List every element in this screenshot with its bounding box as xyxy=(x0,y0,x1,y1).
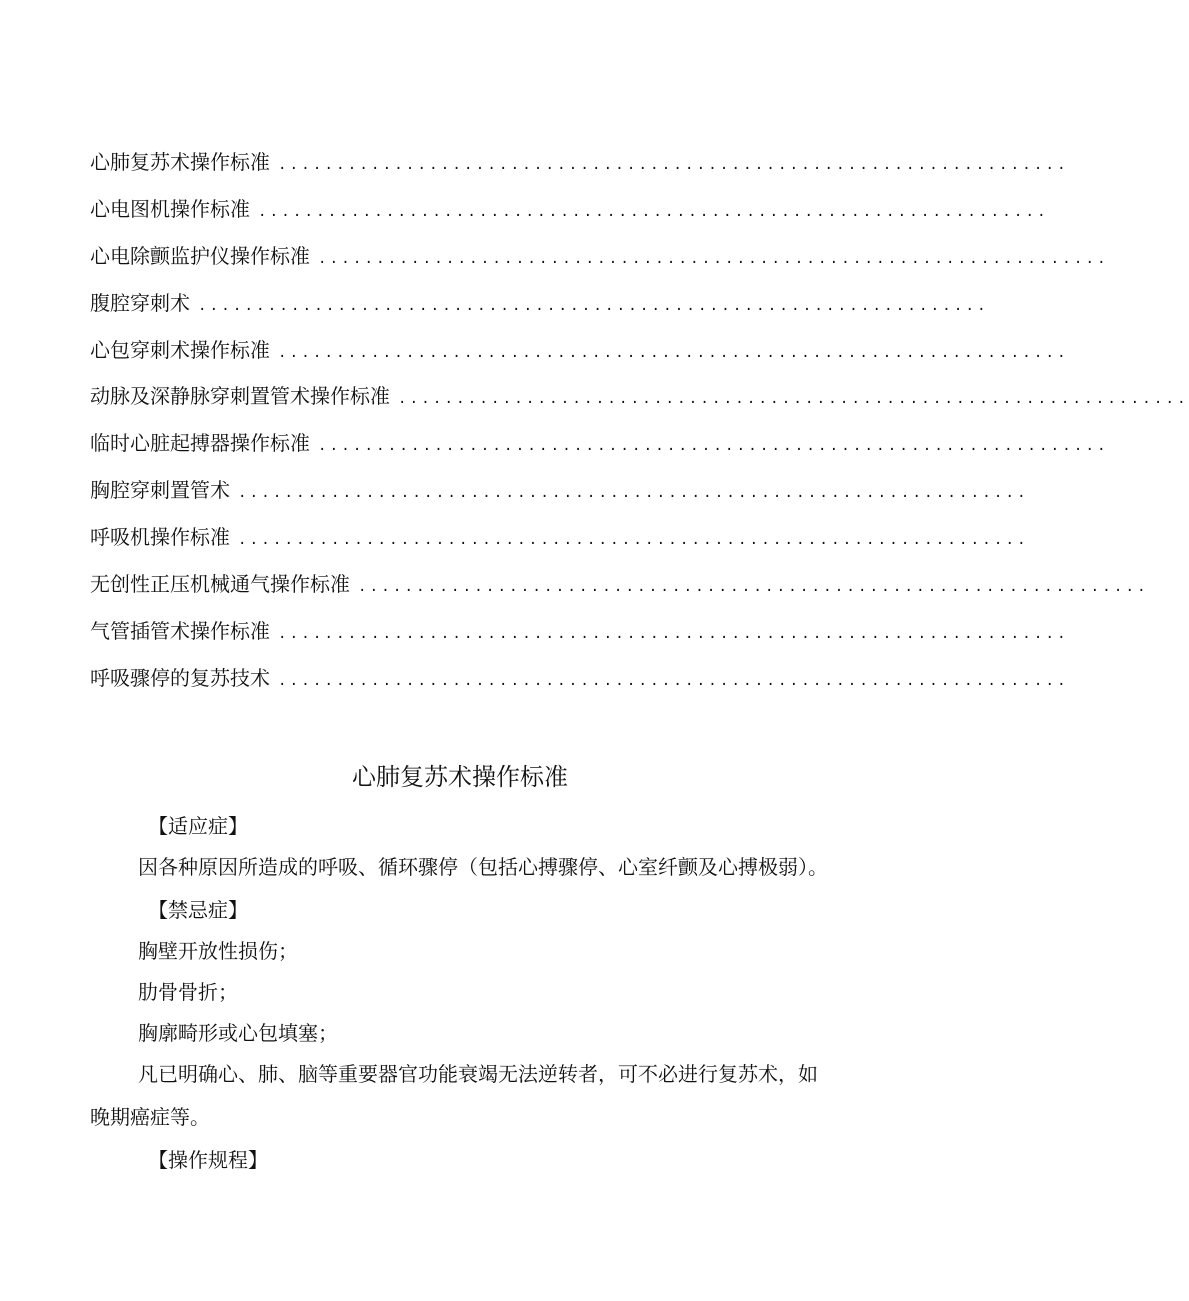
toc-dot-leader: .................................................................... xyxy=(278,625,1069,642)
section-title: 心肺复苏术操作标准 xyxy=(352,763,568,791)
indications-heading: 【适应症】 xyxy=(148,814,248,838)
contraindication-item: 胸廓畸形或心包填塞； xyxy=(138,1021,338,1045)
toc-entry-title: 心电图机操作标准 xyxy=(90,196,250,221)
contraindications-heading: 【禁忌症】 xyxy=(148,898,248,922)
toc-entry[interactable] xyxy=(90,142,1069,189)
toc-dot-leader: .................................................................... xyxy=(278,157,1069,173)
contraindication-item: 胸壁开放性损伤； xyxy=(138,939,298,963)
toc-entry-title: 心电除颤监护仪操作标准 xyxy=(90,243,310,268)
toc-dot-leader: .................................................................... xyxy=(198,297,989,314)
toc-dot-leader: .................................................................... xyxy=(238,485,1029,502)
toc-entry[interactable] xyxy=(90,423,1109,470)
toc-entry[interactable] xyxy=(90,658,1069,705)
indications-text: 因各种原因所造成的呼吸、循环骤停（包括心搏骤停、心室纤颤及心搏极弱）。 xyxy=(138,855,828,879)
contraindications-text: 凡已明确心、肺、脑等重要器官功能衰竭无法逆转者，可不必进行复苏术，如晚期癌症等。 xyxy=(90,1062,818,1129)
toc-dot-leader: .................................................................... xyxy=(358,579,1149,596)
toc-dot-leader: .................................................................... xyxy=(278,672,1069,689)
toc-entry[interactable] xyxy=(90,470,1029,517)
toc-entry[interactable] xyxy=(90,189,1049,236)
toc-entry-title: 临时心脏起搏器操作标准 xyxy=(90,431,310,456)
toc-entry[interactable] xyxy=(90,330,1069,377)
toc-entry[interactable] xyxy=(90,376,1189,423)
toc-entry-title: 呼吸骤停的复苏技术 xyxy=(90,665,270,690)
toc-dot-leader: .................................................................... xyxy=(318,250,1109,267)
toc-entry-title: 气管插管术操作标准 xyxy=(90,618,270,643)
toc-entry-title: 心包穿刺术操作标准 xyxy=(90,337,270,362)
toc-entry[interactable] xyxy=(90,564,1149,611)
toc-entry-title: 呼吸机操作标准 xyxy=(90,525,230,550)
toc-entry[interactable] xyxy=(90,517,1029,564)
section-body xyxy=(90,805,835,1180)
toc-dot-leader: .................................................................... xyxy=(238,532,1029,549)
toc-dot-leader: .................................................................... xyxy=(398,391,1189,408)
table-of-contents xyxy=(90,142,1189,705)
toc-entry-title: 动脉及深静脉穿刺置管术操作标准 xyxy=(90,384,390,409)
toc-entry[interactable] xyxy=(90,236,1109,283)
toc-entry-title: 心肺复苏术操作标准 xyxy=(90,150,270,174)
toc-dot-leader: .................................................................... xyxy=(318,438,1109,455)
contraindication-item: 肋骨骨折； xyxy=(138,980,238,1004)
toc-entry-title: 胸腔穿刺置管术 xyxy=(90,478,230,503)
toc-entry[interactable] xyxy=(90,611,1069,658)
toc-dot-leader: .................................................................... xyxy=(258,203,1049,220)
toc-dot-leader: .................................................................... xyxy=(278,344,1069,361)
toc-entry-title: 无创性正压机械通气操作标准 xyxy=(90,572,350,597)
procedure-heading: 【操作规程】 xyxy=(148,1148,268,1172)
toc-entry-title: 腹腔穿刺术 xyxy=(90,290,190,315)
toc-entry[interactable] xyxy=(90,283,989,330)
